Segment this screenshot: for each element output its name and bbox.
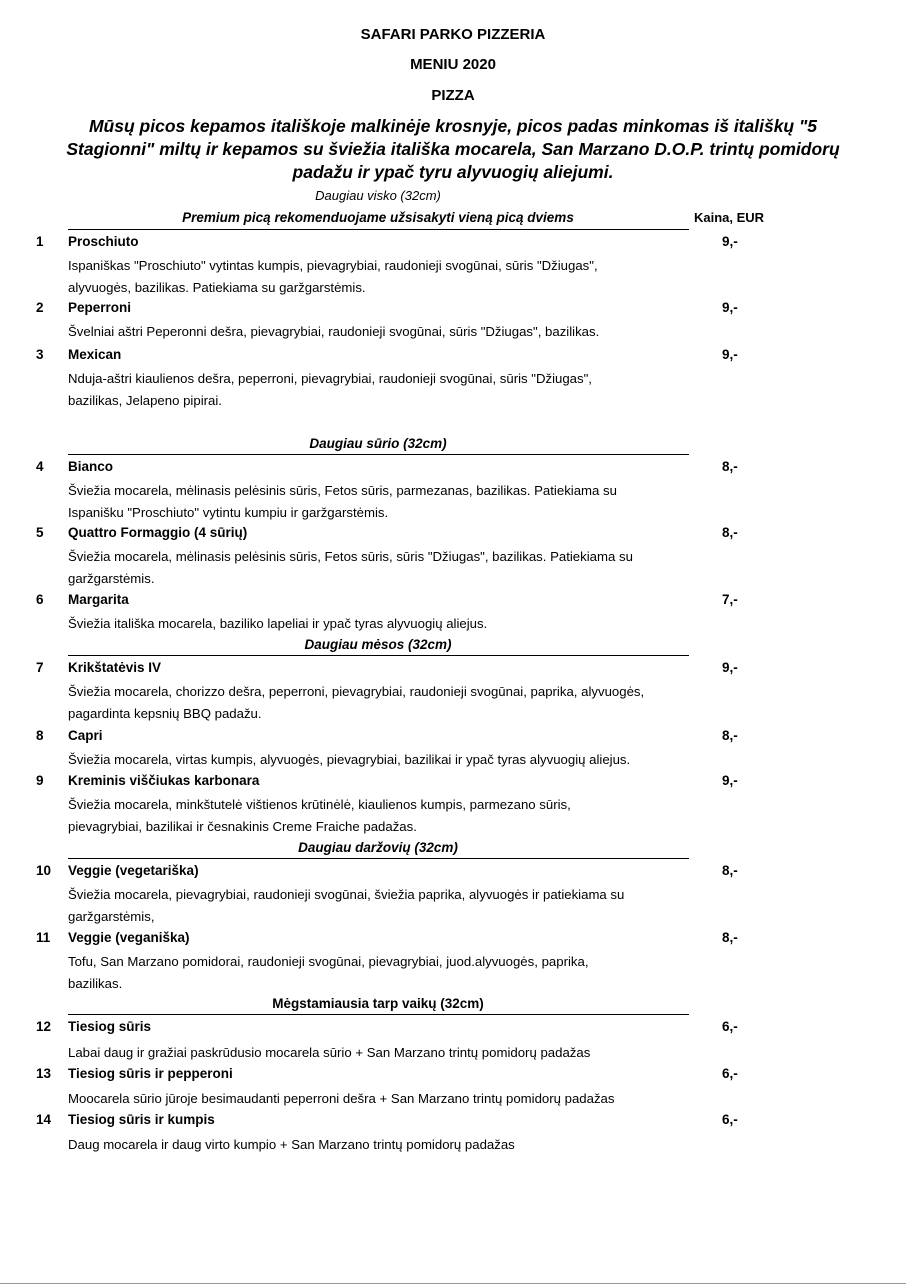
item-name: Peperroni: [68, 300, 132, 315]
item-description: Ispaniškas "Proschiuto" vytintas kumpis, pievagrybiai, raudonieji svogūnai, sūris "Džiugas", alyvuogės, bazilikas. Patiekiama su garžgarstėmis.: [68, 258, 598, 295]
item-number: 9: [36, 773, 44, 788]
restaurant-name: SAFARI PARKO PIZZERIA: [360, 26, 546, 43]
item-price: 9,-: [722, 234, 738, 249]
section-divider: [68, 655, 689, 656]
item-description: Tofu, San Marzano pomidorai, raudonieji svogūnai, pievagrybiai, juod.alyvuogės, paprika, bazilikas.: [68, 954, 589, 991]
item-number: 2: [36, 300, 44, 315]
item-description: Moocarela sūrio jūroje besimaudanti peperroni dešra + San Marzano trintų pomidorų padažas: [68, 1091, 615, 1106]
item-description: Labai daug ir gražiai paskrūdusio mocarela sūrio + San Marzano trintų pomidorų padažas: [68, 1045, 591, 1060]
item-number: 13: [36, 1066, 52, 1081]
item-name: Kreminis viščiukas karbonara: [68, 773, 260, 788]
section-subtitle: Daugiau visko (32cm): [315, 188, 441, 203]
item-name: Veggie (vegetariška): [68, 863, 199, 878]
page-edge-divider: [0, 1283, 906, 1284]
item-name: Mexican: [68, 347, 122, 362]
item-number: 1: [36, 234, 44, 249]
section-divider: [68, 454, 689, 455]
item-number: 7: [36, 660, 44, 675]
category-title: PIZZA: [431, 87, 475, 104]
item-number: 8: [36, 728, 44, 743]
section-title: Premium picą rekomenduojame užsisakyti vieną picą dviems: [182, 210, 574, 225]
section-divider: [68, 229, 689, 230]
item-number: 11: [36, 930, 51, 945]
intro-line-2: Stagionni" miltų ir kepamos su šviežia itališka mocarela, San Marzano D.O.P. trintų pomidorų: [66, 139, 840, 159]
intro-line-3: padažu ir ypač tyru alyvuogių aliejumi.: [292, 162, 614, 182]
item-description: Šviežia mocarela, virtas kumpis, alyvuogės, pievagrybiai, bazilikai ir ypač tyras alyvuogių aliejus.: [68, 752, 631, 767]
item-number: 10: [36, 863, 52, 878]
item-description: Švelniai aštri Peperonni dešra, pievagrybiai, raudonieji svogūnai, sūris "Džiugas", bazilikas.: [68, 324, 600, 339]
item-price: 6,-: [722, 1019, 738, 1034]
item-price: 6,-: [722, 1066, 738, 1081]
section-divider: [68, 1014, 689, 1015]
item-name: Tiesiog sūris: [68, 1019, 152, 1034]
item-name: Capri: [68, 728, 103, 743]
item-number: 14: [36, 1112, 52, 1127]
item-price: 9,-: [722, 773, 738, 788]
item-name: Margarita: [68, 592, 129, 607]
price-column-header: Kaina, EUR: [694, 210, 765, 225]
item-number: 3: [36, 347, 44, 362]
item-name: Bianco: [68, 459, 114, 474]
section-title: Daugiau daržovių (32cm): [298, 840, 458, 855]
item-description: Šviežia itališka mocarela, baziliko lapeliai ir ypač tyras alyvuogių aliejus.: [68, 616, 488, 631]
menu-year-title: MENIU 2020: [410, 56, 496, 73]
item-name: Tiesiog sūris ir pepperoni: [68, 1066, 233, 1081]
item-price: 8,-: [722, 525, 738, 540]
item-description: Šviežia mocarela, mėlinasis pelėsinis sūris, Fetos sūris, sūris "Džiugas", bazilikas. Patiekiama su garžgarstėmis.: [68, 549, 633, 586]
intro-line-1: Mūsų picos kepamos itališkoje malkinėje krosnyje, picos padas minkomas iš itališkų "5: [88, 116, 818, 136]
item-description: Šviežia mocarela, pievagrybiai, raudonieji svogūnai, šviežia paprika, alyvuogės ir patiekiama su garžgarstėmis,: [68, 887, 625, 924]
item-price: 8,-: [722, 459, 738, 474]
section-title: Daugiau sūrio (32cm): [309, 436, 447, 451]
item-number: 5: [36, 525, 44, 540]
item-price: 8,-: [722, 930, 738, 945]
item-price: 9,-: [722, 660, 738, 675]
item-number: 4: [36, 459, 44, 474]
item-price: 8,-: [722, 863, 738, 878]
item-name: Quattro Formaggio (4 sūrių): [68, 525, 248, 540]
item-name: Tiesiog sūris ir kumpis: [68, 1112, 215, 1127]
item-description: Daug mocarela ir daug virto kumpio + San Marzano trintų pomidorų padažas: [68, 1137, 515, 1152]
item-description: Nduja-aštri kiaulienos dešra, peperroni, pievagrybiai, raudonieji svogūnai, sūris "Džiugas", bazilikas, Jelapeno pipirai.: [68, 371, 592, 408]
item-description: Šviežia mocarela, mėlinasis pelėsinis sūris, Fetos sūris, parmezanas, bazilikas. Patiekiama su Ispanišku "Proschiuto" vytintu kumpiu ir garžgarstėmis.: [68, 483, 617, 520]
section-divider: [68, 858, 689, 859]
item-name: Proschiuto: [68, 234, 139, 249]
section-title: Mėgstamiausia tarp vaikų (32cm): [272, 996, 484, 1011]
item-number: 6: [36, 592, 44, 607]
item-price: 8,-: [722, 728, 738, 743]
item-name: Krikštatėvis IV: [68, 660, 162, 675]
item-name: Veggie (veganiška): [68, 930, 190, 945]
item-number: 12: [36, 1019, 52, 1034]
section-title: Daugiau mėsos (32cm): [304, 637, 452, 652]
item-price: 9,-: [722, 347, 738, 362]
item-description: Šviežia mocarela, minkštutelė vištienos krūtinėlė, kiaulienos kumpis, parmezano sūris, pievagrybiai, bazilikai ir česnakinis Creme Fraiche padažas.: [68, 797, 571, 834]
item-description: Šviežia mocarela, chorizzo dešra, peperroni, pievagrybiai, raudonieji svogūnai, paprika, alyvuogės, pagardinta kepsnių BBQ padažu.: [68, 684, 645, 721]
item-price: 9,-: [722, 300, 738, 315]
item-price: 6,-: [722, 1112, 738, 1127]
item-price: 7,-: [722, 592, 738, 607]
